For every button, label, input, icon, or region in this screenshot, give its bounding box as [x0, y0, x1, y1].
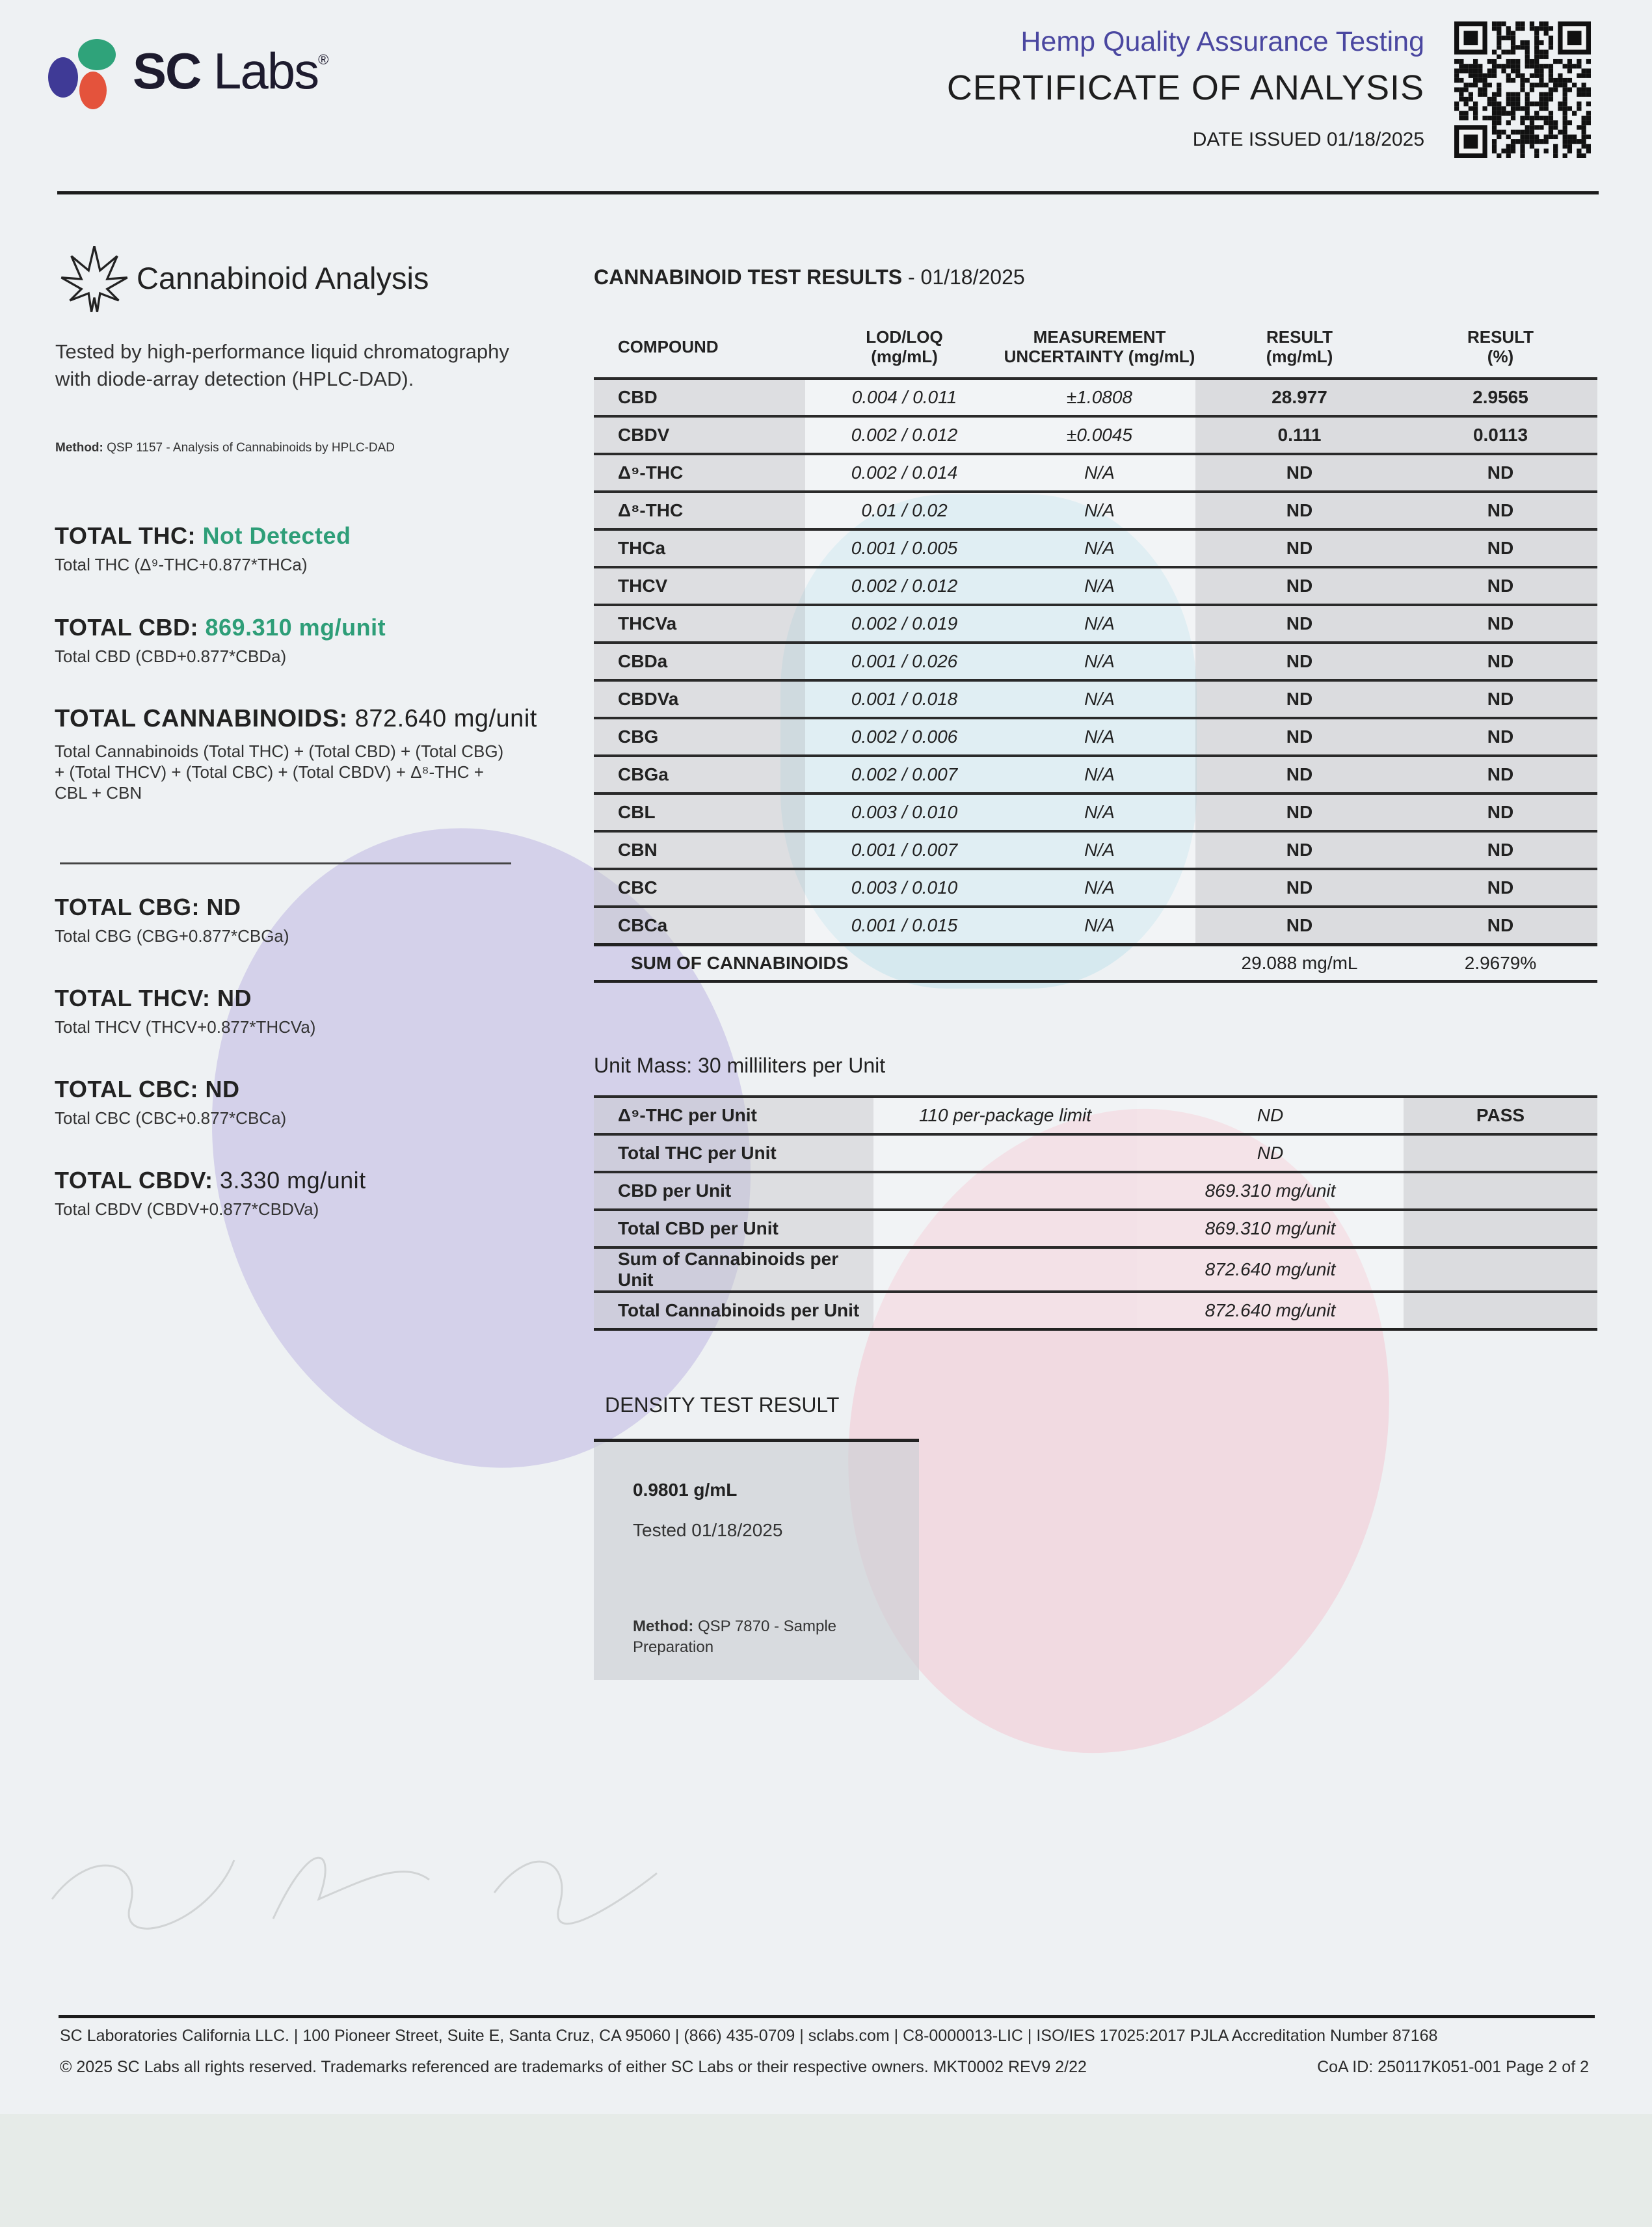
- result-row: [594, 907, 1597, 945]
- result-pct-cell: ND: [1404, 605, 1597, 643]
- col-lod-loq: LOD/LOQ (mg/mL): [866, 327, 943, 366]
- per-unit-row: [594, 1247, 1597, 1292]
- result-pct-cell: 2.9565: [1404, 379, 1597, 416]
- qr-code-icon[interactable]: [1454, 21, 1591, 159]
- compound-cell: THCV: [594, 567, 805, 605]
- lod-loq-cell: 0.003 / 0.010: [805, 869, 1004, 907]
- sc-labs-logo: [47, 38, 353, 116]
- result-pct-cell: ND: [1404, 907, 1597, 945]
- result-mg-cell: ND: [1195, 605, 1404, 643]
- lod-loq-cell: 0.002 / 0.019: [805, 605, 1004, 643]
- result-row: [594, 416, 1597, 454]
- result-row: [594, 529, 1597, 567]
- compound-cell: CBD: [594, 379, 805, 416]
- per-unit-status: [1404, 1247, 1597, 1292]
- result-mg-cell: 28.977: [1195, 379, 1404, 416]
- per-unit-result: ND: [1137, 1134, 1404, 1172]
- per-unit-limit: [873, 1247, 1137, 1292]
- compound-cell: CBC: [594, 869, 805, 907]
- footer-divider: [59, 2015, 1595, 2018]
- uncertainty-cell: N/A: [1004, 529, 1195, 567]
- result-mg-cell: ND: [1195, 718, 1404, 756]
- col-result-mg: RESULT (mg/mL): [1266, 327, 1333, 366]
- per-unit-label: Total THC per Unit: [594, 1134, 873, 1172]
- lod-loq-cell: 0.001 / 0.026: [805, 643, 1004, 680]
- uncertainty-cell: N/A: [1004, 869, 1195, 907]
- result-mg-cell: ND: [1195, 756, 1404, 793]
- compound-cell: THCVa: [594, 605, 805, 643]
- uncertainty-cell: N/A: [1004, 756, 1195, 793]
- compound-cell: CBGa: [594, 756, 805, 793]
- col-uncertainty: MEASUREMENT UNCERTAINTY (mg/mL): [1004, 327, 1195, 366]
- result-row: [594, 492, 1597, 529]
- uncertainty-cell: N/A: [1004, 567, 1195, 605]
- results-header-row: [594, 316, 1597, 379]
- result-row: [594, 831, 1597, 869]
- per-unit-label: Total CBD per Unit: [594, 1210, 873, 1247]
- result-row: [594, 756, 1597, 793]
- logo-dot-purple-icon: [48, 57, 78, 98]
- uncertainty-cell: N/A: [1004, 718, 1195, 756]
- result-mg-cell: ND: [1195, 831, 1404, 869]
- per-unit-row: [594, 1292, 1597, 1329]
- result-pct-cell: ND: [1404, 454, 1597, 492]
- total-thc: TOTAL THC: Not Detected Total THC (Δ⁹-THC+0.877*THCa): [55, 522, 351, 574]
- per-unit-label: CBD per Unit: [594, 1172, 873, 1210]
- header-divider: [57, 191, 1599, 194]
- per-unit-status: PASS: [1404, 1097, 1597, 1134]
- header-title: CERTIFICATE OF ANALYSIS: [946, 68, 1424, 107]
- uncertainty-cell: N/A: [1004, 907, 1195, 945]
- per-unit-limit: [873, 1292, 1137, 1329]
- section-title: Cannabinoid Analysis: [137, 261, 429, 295]
- lod-loq-cell: 0.002 / 0.012: [805, 416, 1004, 454]
- unit-mass: Unit Mass: 30 milliliters per Unit: [594, 1054, 886, 1077]
- compound-cell: THCa: [594, 529, 805, 567]
- sum-pct: 2.9679%: [1404, 945, 1597, 982]
- signature-bleedthrough: [39, 1821, 676, 1951]
- result-pct-cell: ND: [1404, 869, 1597, 907]
- lod-loq-cell: 0.001 / 0.018: [805, 680, 1004, 718]
- result-row: [594, 379, 1597, 416]
- sum-mg: 29.088 mg/mL: [1195, 945, 1404, 982]
- logo-dot-red-icon: [79, 72, 107, 109]
- total-cbd: TOTAL CBD: 869.310 mg/unit Total CBD (CBD+0.877*CBDa): [55, 614, 386, 666]
- result-mg-cell: 0.111: [1195, 416, 1404, 454]
- footer-coa-id: CoA ID: 250117K051-001 Page 2 of 2: [1317, 2058, 1589, 2076]
- result-mg-cell: ND: [1195, 869, 1404, 907]
- per-unit-row: [594, 1097, 1597, 1134]
- result-row: [594, 454, 1597, 492]
- uncertainty-cell: N/A: [1004, 643, 1195, 680]
- result-row: [594, 793, 1597, 831]
- logo-dot-green-icon: [78, 39, 116, 70]
- date-issued: DATE ISSUED 01/18/2025: [1192, 129, 1424, 150]
- per-unit-status: [1404, 1172, 1597, 1210]
- compound-cell: CBDVa: [594, 680, 805, 718]
- result-pct-cell: ND: [1404, 643, 1597, 680]
- col-result-pct: RESULT (%): [1467, 327, 1534, 366]
- uncertainty-cell: ±0.0045: [1004, 416, 1195, 454]
- density-result-box: [594, 1439, 919, 1680]
- lod-loq-cell: 0.004 / 0.011: [805, 379, 1004, 416]
- uncertainty-cell: ±1.0808: [1004, 379, 1195, 416]
- uncertainty-cell: N/A: [1004, 793, 1195, 831]
- per-unit-table: [594, 1095, 1597, 1331]
- footer-company-info: SC Laboratories California LLC. | 100 Pioneer Street, Suite E, Santa Cruz, CA 95060 | (866) 435-0709 | sclabs.com | C8-0000013-LIC | ISO/IES 17025:2017 PJLA Accreditation Number 87168: [60, 2027, 1438, 2045]
- compound-cell: CBN: [594, 831, 805, 869]
- result-mg-cell: ND: [1195, 529, 1404, 567]
- cannabinoid-results-table: [594, 316, 1597, 983]
- logo-wordmark: SC Labs®: [133, 42, 328, 100]
- result-row: [594, 605, 1597, 643]
- result-row: [594, 680, 1597, 718]
- lod-loq-cell: 0.002 / 0.006: [805, 718, 1004, 756]
- header-subtitle: Hemp Quality Assurance Testing: [1020, 26, 1424, 57]
- result-pct-cell: ND: [1404, 756, 1597, 793]
- compound-cell: Δ⁹-THC: [594, 454, 805, 492]
- compound-cell: Δ⁸-THC: [594, 492, 805, 529]
- uncertainty-cell: N/A: [1004, 454, 1195, 492]
- lod-loq-cell: 0.003 / 0.010: [805, 793, 1004, 831]
- result-mg-cell: ND: [1195, 454, 1404, 492]
- per-unit-result: 872.640 mg/unit: [1137, 1247, 1404, 1292]
- per-unit-result: 869.310 mg/unit: [1137, 1210, 1404, 1247]
- lod-loq-cell: 0.001 / 0.015: [805, 907, 1004, 945]
- per-unit-label: Sum of Cannabinoids per Unit: [594, 1247, 873, 1292]
- result-row: [594, 869, 1597, 907]
- total-cbdv: TOTAL CBDV: 3.330 mg/unit Total CBDV (CBDV+0.877*CBDVa): [55, 1167, 366, 1219]
- per-unit-status: [1404, 1134, 1597, 1172]
- result-mg-cell: ND: [1195, 793, 1404, 831]
- result-mg-cell: ND: [1195, 492, 1404, 529]
- total-thcv: TOTAL THCV: ND Total THCV (THCV+0.877*THCVa): [55, 985, 316, 1037]
- per-unit-limit: [873, 1134, 1137, 1172]
- lod-loq-cell: 0.002 / 0.014: [805, 454, 1004, 492]
- lod-loq-cell: 0.01 / 0.02: [805, 492, 1004, 529]
- per-unit-result: 869.310 mg/unit: [1137, 1172, 1404, 1210]
- total-cbc: TOTAL CBC: ND Total CBC (CBC+0.877*CBCa): [55, 1076, 287, 1128]
- col-compound: COMPOUND: [618, 337, 719, 356]
- per-unit-row: [594, 1172, 1597, 1210]
- per-unit-status: [1404, 1210, 1597, 1247]
- per-unit-label: Δ⁹-THC per Unit: [594, 1097, 873, 1134]
- compound-cell: CBDa: [594, 643, 805, 680]
- density-title: DENSITY TEST RESULT: [605, 1393, 840, 1417]
- result-pct-cell: ND: [1404, 831, 1597, 869]
- footer-copyright: © 2025 SC Labs all rights reserved. Trademarks referenced are trademarks of either SC Labs or their respective owners. MKT0002 REV9 2/22: [60, 2058, 1087, 2076]
- per-unit-result: ND: [1137, 1097, 1404, 1134]
- uncertainty-cell: N/A: [1004, 492, 1195, 529]
- result-pct-cell: ND: [1404, 567, 1597, 605]
- result-pct-cell: 0.0113: [1404, 416, 1597, 454]
- result-pct-cell: ND: [1404, 680, 1597, 718]
- density-method: Method: QSP 7870 - Sample Preparation: [633, 1618, 836, 1656]
- per-unit-status: [1404, 1292, 1597, 1329]
- result-pct-cell: ND: [1404, 492, 1597, 529]
- lod-loq-cell: 0.001 / 0.007: [805, 831, 1004, 869]
- sum-row: [594, 945, 1597, 982]
- per-unit-label: Total Cannabinoids per Unit: [594, 1292, 873, 1329]
- compound-cell: CBG: [594, 718, 805, 756]
- compound-cell: CBDV: [594, 416, 805, 454]
- lod-loq-cell: 0.001 / 0.005: [805, 529, 1004, 567]
- compound-cell: CBCa: [594, 907, 805, 945]
- per-unit-limit: 110 per-package limit: [873, 1097, 1137, 1134]
- per-unit-row: [594, 1210, 1597, 1247]
- total-cbg: TOTAL CBG: ND Total CBG (CBG+0.877*CBGa): [55, 894, 289, 946]
- lod-loq-cell: 0.002 / 0.007: [805, 756, 1004, 793]
- analysis-method: Method: QSP 1157 - Analysis of Cannabinoids by HPLC-DAD: [55, 441, 395, 455]
- result-pct-cell: ND: [1404, 793, 1597, 831]
- per-unit-limit: [873, 1210, 1137, 1247]
- cannabis-leaf-icon: [59, 243, 130, 315]
- density-value: 0.9801 g/mL: [633, 1480, 738, 1500]
- result-mg-cell: ND: [1195, 643, 1404, 680]
- result-row: [594, 718, 1597, 756]
- per-unit-limit: [873, 1172, 1137, 1210]
- total-cannabinoids: TOTAL CANNABINOIDS: 872.640 mg/unit Total Cannabinoids (Total THC) + (Total CBD) + (Total CBG) + (Total THCV) + (Total CBC) + (Total CBDV) + Δ⁸-THC + CBL + CBN: [55, 705, 537, 803]
- result-pct-cell: ND: [1404, 718, 1597, 756]
- density-tested-date: Tested 01/18/2025: [633, 1520, 783, 1540]
- result-mg-cell: ND: [1195, 567, 1404, 605]
- per-unit-result: 872.640 mg/unit: [1137, 1292, 1404, 1329]
- result-mg-cell: ND: [1195, 907, 1404, 945]
- method-description: Tested by high-performance liquid chromatography with diode-array detection (HPLC-DAD).: [55, 340, 509, 390]
- result-row: [594, 567, 1597, 605]
- per-unit-row: [594, 1134, 1597, 1172]
- uncertainty-cell: N/A: [1004, 831, 1195, 869]
- results-title: CANNABINOID TEST RESULTS - 01/18/2025: [594, 265, 1025, 289]
- result-pct-cell: ND: [1404, 529, 1597, 567]
- uncertainty-cell: N/A: [1004, 605, 1195, 643]
- sum-label: SUM OF CANNABINOIDS: [594, 945, 1195, 982]
- left-divider: [60, 862, 511, 864]
- result-row: [594, 643, 1597, 680]
- result-mg-cell: ND: [1195, 680, 1404, 718]
- lod-loq-cell: 0.002 / 0.012: [805, 567, 1004, 605]
- compound-cell: CBL: [594, 793, 805, 831]
- uncertainty-cell: N/A: [1004, 680, 1195, 718]
